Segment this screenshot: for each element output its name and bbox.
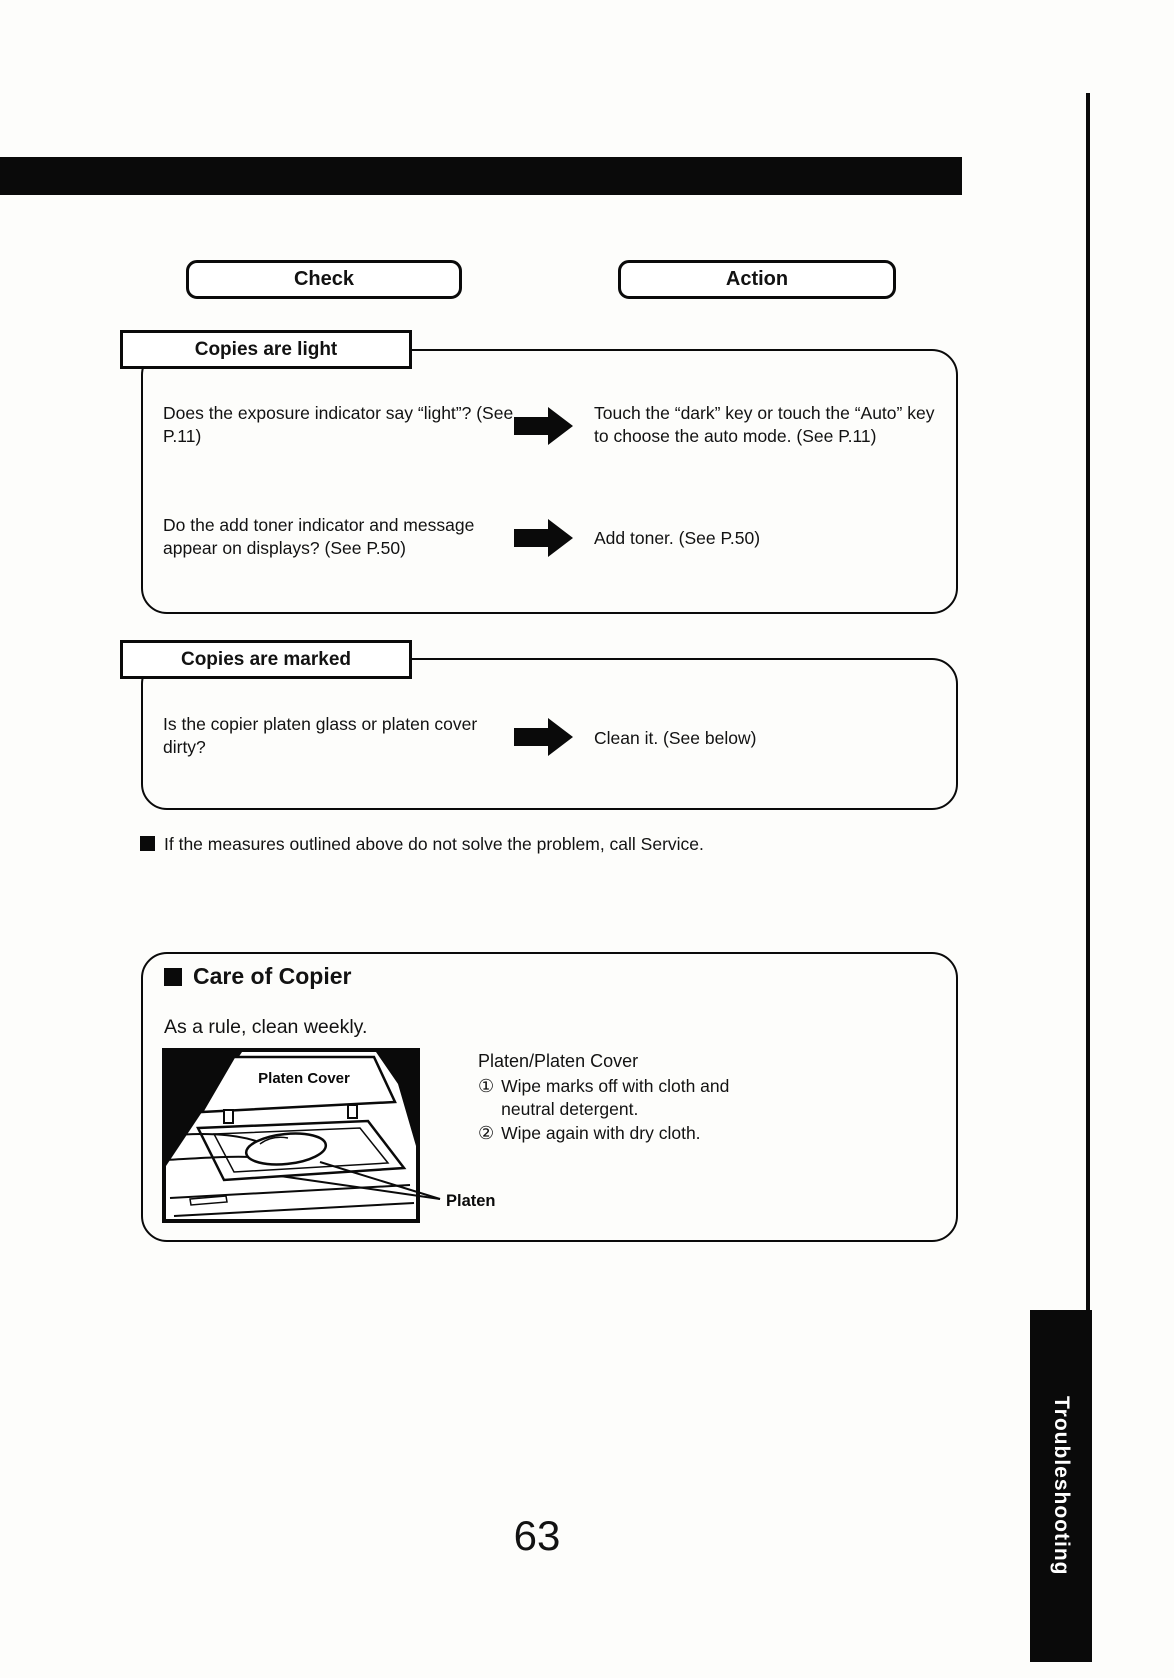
check-column-header: Check — [186, 260, 462, 299]
square-bullet-icon — [164, 968, 182, 986]
action-text: Clean it. (See below) — [594, 728, 757, 748]
service-note-text: If the measures outlined above do not solve the problem, call Service. — [164, 834, 704, 854]
action-column-header: Action — [618, 260, 896, 299]
flow-box-copies-are-light — [141, 349, 958, 614]
chapter-tab-label: Troubleshooting — [1050, 1396, 1073, 1576]
care-step-1 — [478, 1075, 808, 1121]
platen-cover-label: Platen Cover — [258, 1070, 350, 1087]
square-bullet-icon — [140, 836, 155, 851]
platen-label: Platen — [446, 1192, 496, 1210]
chapter-tab-troubleshooting — [1030, 1310, 1092, 1662]
check-text: Is the copier platen glass or platen cover dirty? — [163, 714, 478, 758]
circled-1-icon: ① — [478, 1076, 495, 1097]
care-instructions-title: Platen/Platen Cover — [478, 1051, 639, 1071]
care-step-2 — [478, 1122, 808, 1145]
section-title-copies-are-marked: Copies are marked — [120, 640, 412, 679]
page-number: 63 — [513, 1512, 561, 1559]
section-title-copies-are-light: Copies are light — [120, 330, 412, 369]
circled-2-icon: ② — [478, 1122, 495, 1143]
care-title — [164, 963, 351, 990]
service-note — [140, 833, 860, 856]
right-arrow-icon — [514, 406, 574, 446]
right-arrow-icon — [514, 717, 574, 757]
platen-illustration — [162, 1048, 530, 1230]
care-step-text: Wipe marks off with cloth and neutral detergent. — [501, 1076, 730, 1120]
care-subtitle: As a rule, clean weekly. — [164, 1016, 368, 1038]
section-header-bar — [0, 157, 962, 195]
check-text: Do the add toner indicator and message appear on displays? (See P.50) — [163, 515, 475, 559]
care-title-text: Care of Copier — [193, 963, 352, 989]
care-instructions — [478, 1050, 808, 1145]
right-arrow-icon — [514, 518, 574, 558]
action-text: Touch the “dark” key or touch the “Auto” key to choose the auto mode. (See P.11) — [594, 403, 935, 447]
check-text: Does the exposure indicator say “light”? (See P.11) — [163, 403, 514, 447]
action-text: Add toner. (See P.50) — [594, 528, 761, 548]
care-step-text: Wipe again with dry cloth. — [501, 1122, 701, 1143]
